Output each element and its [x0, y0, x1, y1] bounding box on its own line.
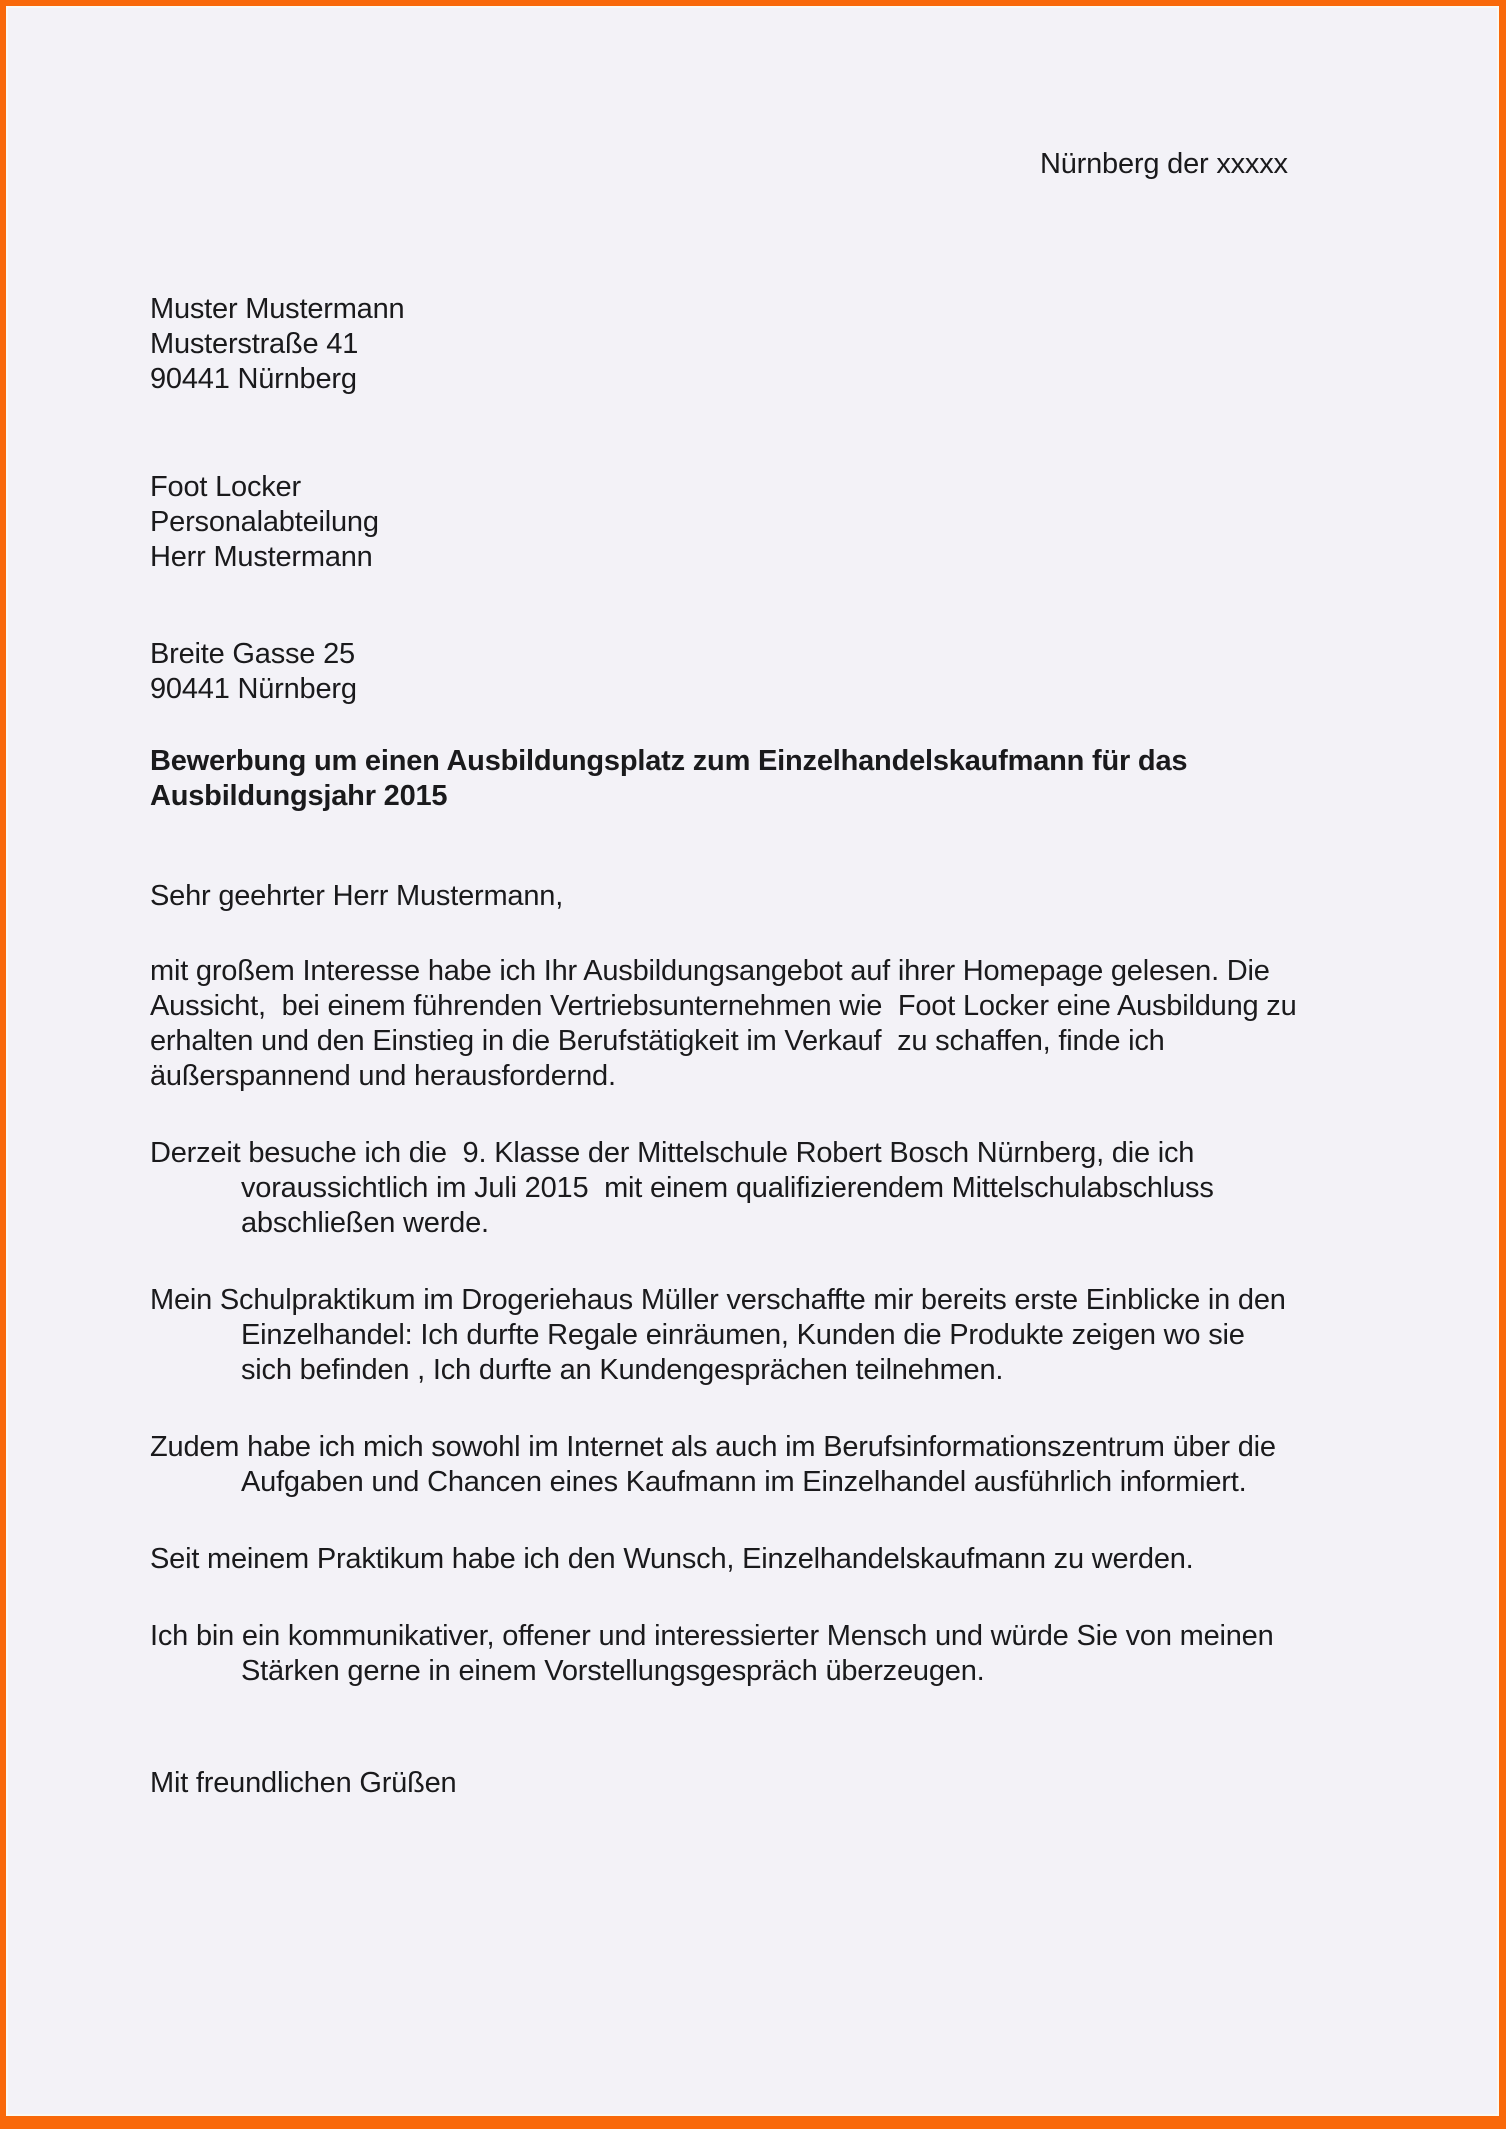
- text-line: Personalabteilung: [150, 506, 379, 538]
- body-paragraph: [150, 1136, 1399, 1241]
- text-line: Mein Schulpraktikum im Drogeriehaus Müller verschaffte mir bereits erste Einblicke in den: [150, 1284, 1286, 1316]
- salutation: Sehr geehrter Herr Mustermann,: [150, 880, 564, 912]
- text-line: 90441 Nürnberg: [150, 363, 357, 395]
- body-paragraph: [150, 1542, 1399, 1577]
- text-line: Zudem habe ich mich sowohl im Internet als auch im Berufsinformationszentrum über die: [150, 1431, 1276, 1463]
- closing-line: Mit freundlichen Grüßen: [150, 1767, 457, 1799]
- recipient-company-block: [150, 470, 379, 575]
- text-line: mit großem Interesse habe ich Ihr Ausbildungsangebot auf ihrer Homepage gelesen. Die: [150, 955, 1270, 987]
- text-line: äußerspannend und herausfordernd.: [150, 1060, 616, 1092]
- date-line: Nürnberg der xxxxx: [1040, 148, 1288, 180]
- letter-body: [150, 954, 1399, 1731]
- text-line: Derzeit besuche ich die 9. Klasse der Mittelschule Robert Bosch Nürnberg, die ich: [150, 1137, 1195, 1169]
- text-line: erhalten und den Einstieg in die Berufstätigkeit im Verkauf zu schaffen, finde ich: [150, 1025, 1165, 1057]
- text-line: Ich bin ein kommunikativer, offener und interessierter Mensch und würde Sie von meinen: [150, 1620, 1274, 1652]
- recipient-street-block: [150, 637, 357, 707]
- subject-heading: [150, 744, 1187, 814]
- text-line: Breite Gasse 25: [150, 638, 355, 670]
- text-line: voraussichtlich im Juli 2015 mit einem qualifizierendem Mittelschulabschluss: [241, 1172, 1214, 1204]
- sender-address-block: [150, 292, 404, 397]
- text-line: Aufgaben und Chancen eines Kaufmann im Einzelhandel ausführlich informiert.: [241, 1466, 1247, 1498]
- text-line: Musterstraße 41: [150, 328, 359, 360]
- text-line: sich befinden , Ich durfte an Kundengesprächen teilnehmen.: [241, 1354, 1004, 1386]
- text-line: Einzelhandel: Ich durfte Regale einräumen, Kunden die Produkte zeigen wo sie: [241, 1319, 1245, 1351]
- text-line: Herr Mustermann: [150, 541, 373, 573]
- body-paragraph: [150, 1283, 1399, 1388]
- body-paragraph: [150, 1430, 1399, 1500]
- text-line: Foot Locker: [150, 471, 301, 503]
- text-line: Seit meinem Praktikum habe ich den Wunsch, Einzelhandelskaufmann zu werden.: [150, 1543, 1194, 1575]
- body-paragraph: [150, 954, 1399, 1094]
- text-line: Stärken gerne in einem Vorstellungsgespräch überzeugen.: [241, 1655, 985, 1687]
- text-line: 90441 Nürnberg: [150, 673, 357, 705]
- body-paragraph: [150, 1619, 1399, 1689]
- text-line: Bewerbung um einen Ausbildungsplatz zum Einzelhandelskaufmann für das: [150, 745, 1188, 777]
- text-line: Muster Mustermann: [150, 293, 405, 325]
- text-line: Ausbildungsjahr 2015: [150, 780, 448, 812]
- text-line: abschließen werde.: [241, 1207, 489, 1239]
- text-line: Aussicht, bei einem führenden Vertriebsunternehmen wie Foot Locker eine Ausbildung zu: [150, 990, 1297, 1022]
